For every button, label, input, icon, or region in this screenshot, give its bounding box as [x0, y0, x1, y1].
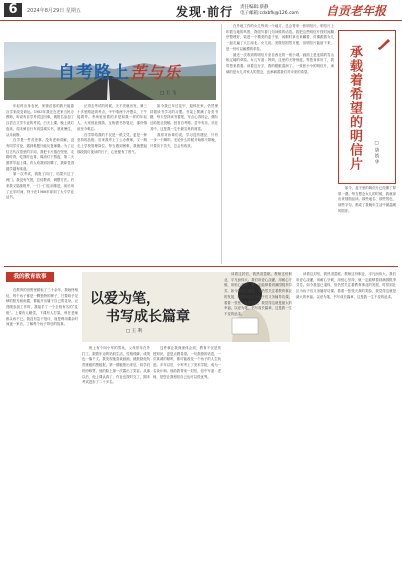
article-1-para: 自学是一件苦差事。没有老师讲解，没有同学讨论，遇到难题只能反复琢磨。为了记住古代汉语里的字词，我把卡片揣在兜里，走路时背，吃饭时也背。煤油灯下熬夜，第二天照样早起上课。有人劝我别折腾了，我却觉得越学越有味道。 — [6, 138, 74, 171]
article-2-byline: □ 唐 娇 华 — [374, 141, 379, 164]
article-1-title-hand: 苦与乐 — [130, 63, 182, 82]
section-divider — [4, 266, 398, 267]
article-2-para: 在外地工作的女儿每到一个地方，总会寄来一张明信片。明信片上印着当地的风景，背面写着几句问候的话语。我把这些明信片按时间顺序整理好，装进一个精美的盒子里，闲暇时拿出来翻看，仿佛跟着女儿一起走遍了大江南北。女儿说，发微信固然方便，但明信片能留下来，是一份可以触摸的牵挂。 — [226, 24, 334, 51]
article-2-col-1 — [226, 24, 334, 264]
article-3-col-3 — [153, 346, 221, 560]
editor-label: 责任编辑:蔡静 — [240, 5, 269, 10]
article-3-para: 读着这封信，我热泪盈眶。教师这份职业，平凡而伟大。我们用爱心浇灌，用耐心守候，用恒心坚持，就一定能够看到满园桃李芬芳。如今我虽已退休，但仍然关注着教育事业的发展，时常到社区为孩子们义务辅导功课。看着一张张天真的笑脸，我觉得这就是最大的幸福。以爱为笔，书写成长篇章，这是我一生不变的追求。 — [224, 272, 292, 316]
article-1-para: 自学带给我的不仅是一纸文凭，更是一种坚持的品格。后来我考上了公办教师，又一路走上学校管理岗位。每当遇到困难，我就想起那段挑灯夜读的日子，心里便有了底气。 — [77, 132, 147, 154]
article-1-col-3 — [150, 104, 218, 262]
email-label: 电子邮箱:cdxbfk@126.com — [240, 11, 299, 16]
column-divider — [221, 24, 222, 264]
article-1-col-1 — [6, 104, 74, 262]
article-3-col-1 — [6, 288, 78, 560]
article-1-title — [58, 58, 181, 83]
article-3-col-2 — [82, 346, 150, 560]
article-2-title: 承载着希望的明信片 — [347, 45, 362, 171]
article-3-para: 在教育的田野里耕耘了三十余年，我始终相信，每个孩子都是一颗独特的种子，只要给予足够的阳光和雨露，都能开出属于自己的花朵。记得刚参加工作时，我接手了一个全校有名的“乱班”。上课有人睡觉，下课有人打架，科任老师都头疼不已。我没有急于批评，而是利用课余时间逐一家访，了解每个孩子背后的故事。 — [6, 288, 78, 327]
issue-date: 2024年8月29日 星期五 — [27, 8, 81, 14]
article-1-para: 我常对孙辈们说，学习没有捷径，只有一步一个脚印。无论什么时候开始都不算晚，只要肯下功夫，总会有收获。 — [150, 132, 218, 148]
article-3-title-line-1: 以爱为笔， — [90, 291, 160, 307]
article-3-tag-text: 我的教育故事 — [13, 274, 47, 280]
pen-icon — [377, 35, 391, 47]
page-header — [0, 0, 402, 21]
article-1-para: 如今我已年过花甲，退休在家，仍然保持着读书学习的习惯。书架上摆满了各类书籍，每天坚持读书看报，写点心得体会，偶尔还给报社投稿。回首自考路，苦中有乐，乐在其中，这是我一生中最宝贵的财富。 — [150, 104, 218, 131]
article-2-title-box — [338, 30, 396, 184]
article-2-para: 最近一次收到的明信片来自西北的一座小城，画面上是连绵的雪山和辽阔的草原。女儿写道：妈妈，这里的天特别蓝，等您身体好了，我带您来看看。读着这行字，我的眼眶湿润了。一张张小小的明信片，承载的是女儿对家人的思念，也承载着我们对未来的希望。 — [226, 52, 334, 74]
article-3-title-line-2: 书写成长篇章 — [106, 309, 190, 325]
article-1-para: 年轻时出身农民，家境贫寒的我只能靠自学来改变命运。1983年我还在老家当民办教师，听说有自学考试这回事，就报名参加了汉语言文学专业的考试。白天上课，晚上挑灯夜读，周末骑自行车到县城买书，寒来暑往，从未间断。 — [6, 104, 74, 137]
article-3-col-4 — [224, 272, 292, 560]
article-1-col-2 — [77, 104, 147, 262]
article-3-para: 这件事让我深深体会到，教育不仅是传授知识，更是点燃希望。一句鼓励的话语，一次真诚的倾听，都可能改变一个孩子的人生轨迹。多年以后，小军考上了美术学院，成为一名设计师。他给我寄来一封信，信中写道：老师，是您让我相信自己也可以很优秀。 — [153, 346, 221, 379]
article-1-para: 记得去考试的时候，天不亮就出发，骑三十多里路赶到考点，中午啃两个冷馒头，下午接着考。考场里坐着的多是和我一样的年轻人，大家彼此鼓励，互相借书抄笔记，那份情谊至今难忘。 — [77, 104, 147, 131]
masthead-logo: 自贡老年报 — [326, 4, 387, 18]
article-3-para: 班上有个叫小军的男孩，父母常年在外打工，跟着年迈的奶奶生活，性格孤僻，成绩也一落千丈。我发现他喜欢画画，就鼓励他负责班级的黑板报。第一期板报出来后，同学们纷纷称赞，他的脸上第一次露出了笑容。从那以后，他上课认真了，作业也按时交了，期末考试进步了二十多名。 — [82, 346, 150, 385]
section-title: 发现·前行 — [176, 5, 234, 19]
article-3-tag — [6, 272, 54, 282]
article-2-col-2 — [338, 186, 396, 264]
article-1-byline: □ 王 飞 — [160, 91, 177, 96]
article-3-para: 读着这封信，我热泪盈眶。教师这份职业，平凡而伟大。我们用爱心浇灌，用耐心守候，用恒心坚持，就一定能够看到满园桃李芬芳。如今我虽已退休，但仍然关注着教育事业的发展，时常到社区为孩子们义务辅导功课。看着一张张天真的笑脸，我觉得这就是最大的幸福。以爱为笔，书写成长篇章，这是我一生不变的追求。 — [296, 272, 396, 299]
page-number: 6 — [4, 3, 22, 17]
article-1-title-main: 自考路上 — [58, 63, 130, 83]
article-2-para: 如今，盒子里的明信片已经攒了厚厚一叠。每当想念女儿的时候，我就拿出来细细品读。那些地名、那些景色、那些字句，都成了我晚年生活中最温暖的陪伴。 — [338, 186, 396, 213]
article-3-byline: □ 王 利 — [126, 329, 143, 334]
article-1-para: 第一次考试，我报了四门，结果只过了两门。我没有气馁，总结教训，调整方法。后来我又陆续报考，一门一门往前推进，前后用了五年时间，终于在1988年拿到了大专毕业证书。 — [6, 172, 74, 200]
article-3-col-5 — [296, 272, 396, 560]
